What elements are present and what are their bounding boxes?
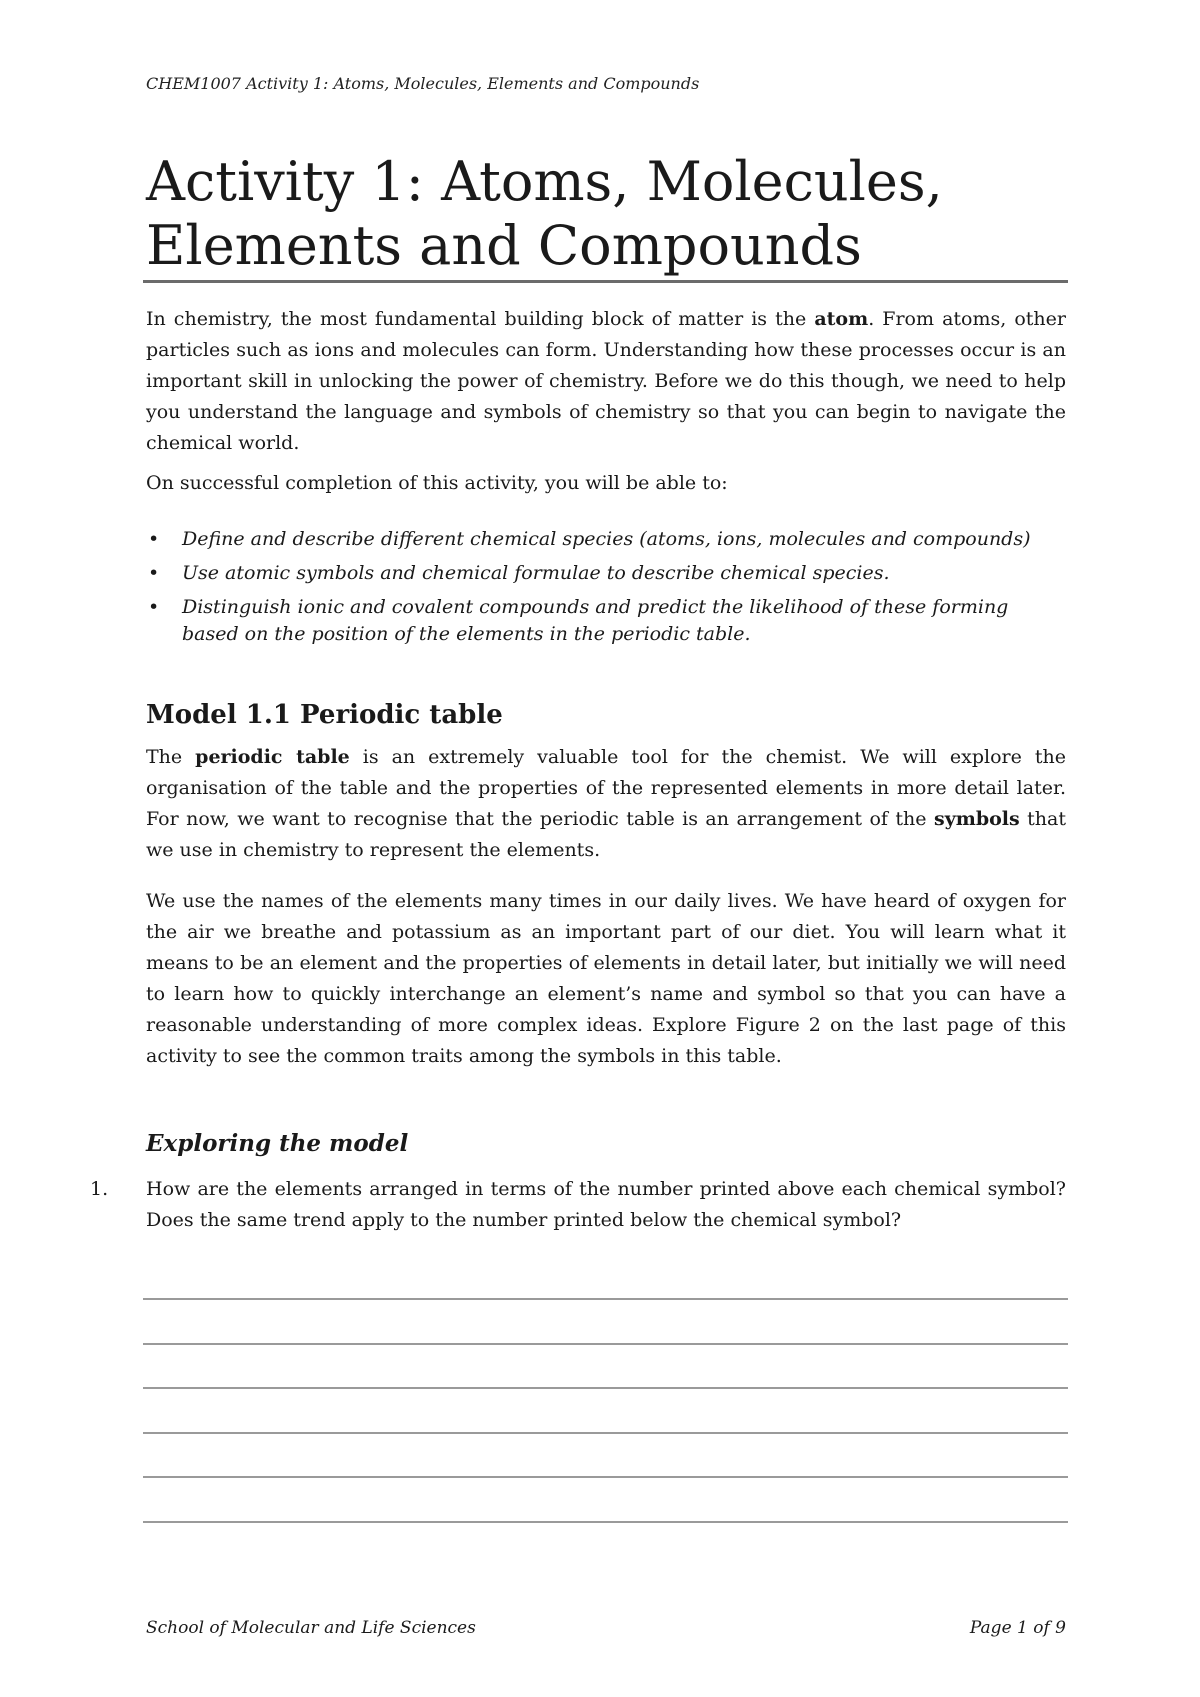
intro-bold-term-atom: atom bbox=[814, 308, 869, 330]
objectives-lead-in: On successful completion of this activity, you will be able to: bbox=[146, 472, 728, 494]
answer-line[interactable] bbox=[143, 1432, 1068, 1434]
title-divider bbox=[143, 280, 1068, 283]
intro-text-start: In chemistry, the most fundamental building block of matter is the bbox=[146, 308, 815, 330]
intro-text-end: . From atoms, other particles such as ions and molecules can form. Understanding how these processes occur is an important skill in unlocking the power of chemistry. Before we do this though, we need to help you understand the language and symbols of chemistry so that you can begin to navigate the chemical world. bbox=[146, 308, 1067, 454]
objective-item bbox=[146, 526, 1066, 553]
model-text-start: The bbox=[146, 746, 196, 768]
page-title-line-2: Elements and Compounds bbox=[146, 214, 862, 277]
page-title bbox=[146, 150, 1066, 278]
intro-paragraph bbox=[146, 304, 1066, 459]
question-1 bbox=[90, 1174, 1066, 1236]
footer-school-name: School of Molecular and Life Sciences bbox=[146, 1618, 476, 1638]
question-number: 1. bbox=[90, 1178, 109, 1200]
bold-term-periodic-table: periodic table bbox=[195, 746, 350, 768]
model-text-mid: is an extremely valuable tool for the chemist. We will explore the organisation of the table and the properties of the represented elements in more detail later. For now, we want to recognise that the periodic table is an arrangement of the bbox=[146, 746, 1066, 830]
answer-line[interactable] bbox=[143, 1521, 1068, 1523]
answer-line[interactable] bbox=[143, 1387, 1068, 1389]
bullet-icon: • bbox=[148, 596, 160, 618]
answer-line[interactable] bbox=[143, 1343, 1068, 1345]
learning-objectives-list bbox=[146, 526, 1066, 655]
answer-line[interactable] bbox=[143, 1298, 1068, 1300]
model-paragraph-2: We use the names of the elements many times in our daily lives. We have heard of oxygen for the air we breathe and potassium as an important part of our diet. You will learn what it means to be an element and the properties of elements in detail later, but initially we will need to learn how to quickly interchange an element’s name and symbol so that you can have a reasonable understanding of more complex ideas. Explore Figure 2 on the last page of this activity to see the common traits among the symbols in this table. bbox=[146, 890, 1066, 1067]
answer-line[interactable] bbox=[143, 1476, 1068, 1478]
page-title-line-1: Activity 1: Atoms, Molecules, bbox=[146, 150, 943, 213]
running-header: CHEM1007 Activity 1: Atoms, Molecules, Elements and Compounds bbox=[146, 74, 700, 93]
objective-text: Define and describe different chemical species (atoms, ions, molecules and compounds) bbox=[182, 528, 1031, 550]
objective-item bbox=[146, 560, 1066, 587]
objective-text: Use atomic symbols and chemical formulae to describe chemical species. bbox=[182, 562, 890, 584]
bullet-icon: • bbox=[148, 562, 160, 584]
exploring-heading: Exploring the model bbox=[146, 1130, 409, 1157]
bullet-icon: • bbox=[148, 528, 160, 550]
model-heading: Model 1.1 Periodic table bbox=[146, 700, 503, 730]
footer-page-number: Page 1 of 9 bbox=[969, 1618, 1066, 1638]
model-text-end: that we use in chemistry to represent the elements. bbox=[146, 808, 1067, 861]
bold-term-symbols: symbols bbox=[934, 808, 1020, 830]
question-text: How are the elements arranged in terms of the number printed above each chemical symbol? Does the same trend apply to the number printed below the chemical symbol? bbox=[146, 1178, 1066, 1231]
model-paragraph-1 bbox=[146, 742, 1066, 866]
objective-item bbox=[146, 594, 1066, 648]
objective-text: Distinguish ionic and covalent compounds and predict the likelihood of these forming based on the position of the elements in the periodic table. bbox=[182, 596, 1009, 645]
